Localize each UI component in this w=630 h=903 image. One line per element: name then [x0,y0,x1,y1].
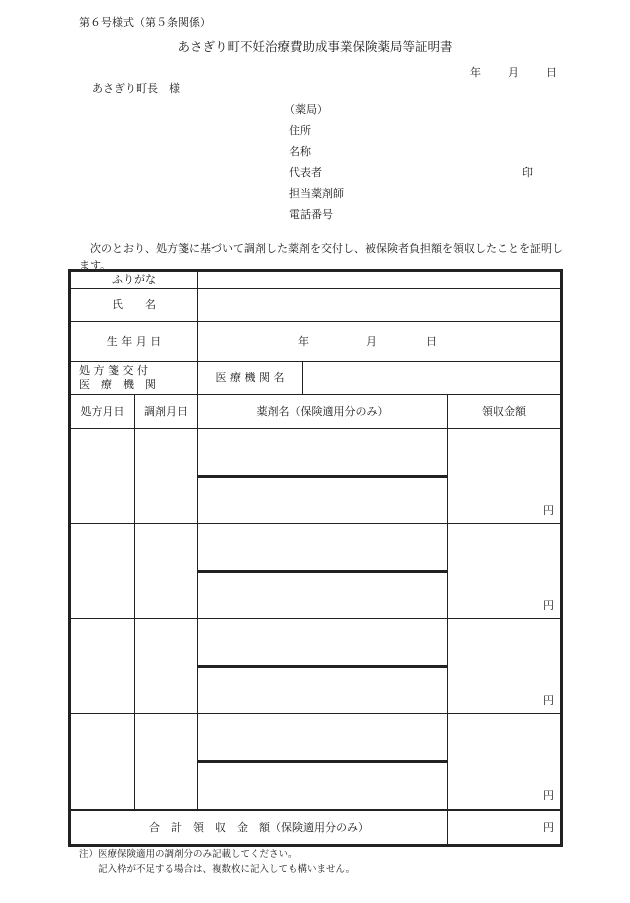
total-amount-cell[interactable]: 円 [448,810,561,845]
dispense-date-cell[interactable] [135,714,198,810]
name-field[interactable] [198,289,561,322]
furigana-field[interactable] [198,272,561,289]
table-row [71,714,561,810]
rx-date-cell[interactable] [71,429,135,524]
birthdate-field[interactable] [198,322,561,362]
drug-name-cell[interactable] [198,429,448,524]
certification-statement: 次のとおり、処方箋に基づいて調剤した薬剤を交付し、被保険者負担額を領収したことを証明します。 [79,242,563,273]
drug-name-cell[interactable] [198,619,448,714]
drug-name-cell[interactable] [198,714,448,810]
pharmacy-address-label: 住所 [289,124,311,137]
col-header-drug-name: 薬剤名（保険適用分のみ） [198,395,448,429]
note-line-1: 注）医療保険適用の調剤分のみ記載してください。 [79,849,298,860]
drug-name-cell[interactable] [198,524,448,619]
birth-day-label: 日 [426,334,437,348]
birth-month-label: 月 [366,334,377,348]
certification-table [70,271,561,845]
pharmacy-representative-label: 代表者 [289,166,322,179]
rx-date-cell[interactable] [71,524,135,619]
seal-mark: 印 [522,166,533,179]
pharmacist-label: 担当薬剤師 [289,187,344,200]
col-header-dispense-date: 調剤月日 [135,395,198,429]
amount-cell[interactable]: 円 [448,619,561,714]
institution-name-label: 医 療 機 関 名 [198,362,303,395]
rx-date-cell[interactable] [71,619,135,714]
addressee: あさぎり町長 様 [92,82,180,95]
phone-label: 電話番号 [289,208,333,221]
amount-cell[interactable]: 円 [448,429,561,524]
institution-name-field[interactable] [303,362,561,395]
issuing-institution-label [71,362,198,395]
table-row [71,524,561,619]
notes [79,847,355,877]
rx-date-cell[interactable] [71,714,135,810]
amount-cell[interactable]: 円 [448,714,561,810]
table-row [71,619,561,714]
issue-date [470,67,557,78]
amount-cell[interactable]: 円 [448,524,561,619]
name-label: 氏 名 [71,289,198,322]
issuing-institution-line1: 処 方 箋 交 付 [79,363,148,377]
furigana-label: ふりがな [71,272,198,289]
dispense-date-cell[interactable] [135,429,198,524]
table-row [71,429,561,524]
date-day-label: 日 [546,66,557,79]
birthdate-label: 生 年 月 日 [71,322,198,362]
birth-year-label: 年 [298,334,309,348]
document-title: あさぎり町不妊治療費助成事業保険薬局等証明書 [177,39,453,54]
pharmacy-name-label: 名称 [289,145,311,158]
col-header-amount: 領収金額 [448,395,561,429]
note-line-2: 記入枠が不足する場合は、複数枚に記入しても構いません。 [79,864,356,876]
col-header-rx-date: 処方月日 [71,395,135,429]
issuing-institution-line2: 医 療 機 関 [79,378,156,391]
date-month-label: 月 [508,66,519,79]
pharmacy-heading: （薬局） [284,103,328,116]
dispense-date-cell[interactable] [135,524,198,619]
date-year-label: 年 [470,66,481,79]
dispense-date-cell[interactable] [135,619,198,714]
form-number: 第６号様式（第５条関係） [79,16,211,29]
total-label: 合 計 領 収 金 額（保険適用分のみ） [71,810,448,845]
